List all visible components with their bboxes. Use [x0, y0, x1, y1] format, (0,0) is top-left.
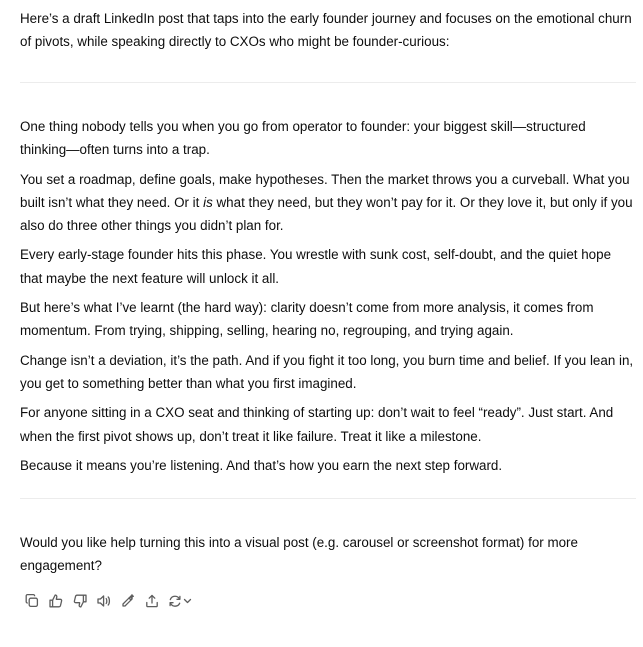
bad-response-button[interactable]: [68, 591, 92, 611]
linkedin-post-draft: [20, 115, 634, 483]
post-paragraph-1: One thing nobody tells you when you go from operator to founder: your biggest skill—structured thinking—often turns into a trap.: [20, 119, 586, 158]
post-paragraph-3: Every early-stage founder hits this phase. You wrestle with sunk cost, self-doubt, and the quiet hope that maybe the next feature will unlock it all.: [20, 247, 612, 286]
post-paragraph-2-part-b: what they need, but they won’t pay for it. Or they love it, but only if you also do three other things you didn’t plan for.: [20, 194, 633, 234]
good-response-button[interactable]: [44, 591, 68, 611]
regenerate-button[interactable]: [164, 591, 194, 611]
divider: [20, 498, 636, 499]
post-paragraph-2: [20, 168, 634, 238]
thumbs-down-icon: [72, 593, 88, 609]
thumbs-up-icon: [48, 593, 64, 609]
post-paragraph-4: But here’s what I’ve learnt (the hard way): clarity doesn’t come from more analysis, it comes from momentum. From trying, shipping, selling, hearing no, regrouping, and trying again.: [20, 300, 594, 339]
follow-up-question: Would you like help turning this into a visual post (e.g. carousel or screenshot format) for more engagement?: [20, 535, 578, 574]
copy-icon: [24, 593, 40, 609]
intro-text: Here’s a draft LinkedIn post that taps into the early founder journey and focuses on the emotional churn of pivots, while speaking directly to CXOs who might be founder-curious:: [20, 11, 632, 50]
post-paragraph-2-emphasis: is: [203, 194, 213, 210]
post-paragraph-6: For anyone sitting in a CXO seat and thinking of starting up: don’t wait to feel “ready”. Just start. And when the first pivot shows up, don’t treat it like failure. Treat it like a milestone.: [20, 405, 614, 444]
read-aloud-icon: [96, 593, 112, 609]
post-paragraph-7: Because it means you’re listening. And that’s how you earn the next step forward.: [20, 457, 503, 473]
share-button[interactable]: [140, 591, 164, 611]
read-aloud-button[interactable]: [92, 591, 116, 611]
chevron-down-icon: [183, 593, 192, 609]
divider: [20, 82, 636, 83]
edit-in-canvas-button[interactable]: [116, 591, 140, 611]
share-icon: [144, 593, 160, 609]
regenerate-icon: [167, 593, 183, 609]
edit-icon: [120, 593, 136, 609]
post-paragraph-5: Change isn’t a deviation, it’s the path. And if you fight it too long, you burn time and belief. If you lean in, you get to something better than what you first imagined.: [20, 352, 634, 391]
post-paragraph-2-part-a: You set a roadmap, define goals, make hypotheses. Then the market throws you a curveball. What you built isn’t what they need. Or it: [20, 171, 630, 210]
copy-button[interactable]: [20, 591, 44, 611]
message-action-bar: [20, 591, 194, 611]
